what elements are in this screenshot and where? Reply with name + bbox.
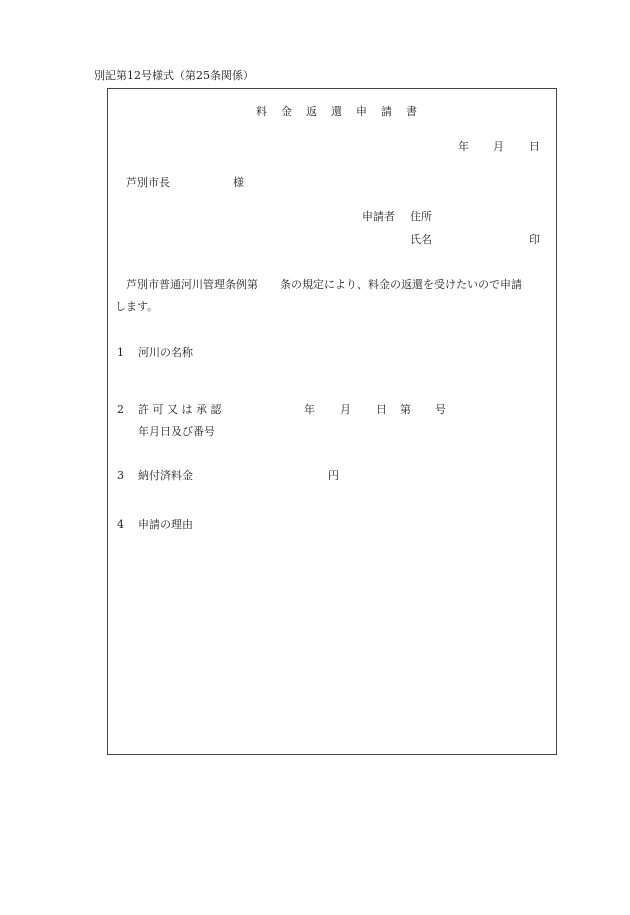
date-year: 年 xyxy=(458,140,469,153)
applicant-address-label: 住所 xyxy=(410,210,432,223)
form-frame xyxy=(107,88,557,755)
title-char: 返 xyxy=(306,105,317,118)
title-char: 還 xyxy=(331,105,342,118)
document-title xyxy=(256,105,417,119)
applicant-name-label: 氏名 xyxy=(410,233,432,246)
item-2-label: 許 可 又 は 承 認 xyxy=(138,403,222,416)
title-char: 請 xyxy=(381,105,392,118)
title-char: 金 xyxy=(281,105,292,118)
item-2-label-line2: 年月日及び番号 xyxy=(138,425,215,438)
item-3-label: 納付済料金 xyxy=(138,469,193,482)
item-4-number: 4 xyxy=(117,518,124,531)
applicant-label: 申請者 xyxy=(362,210,395,223)
item-2-day: 日 xyxy=(376,403,387,416)
item-1-label: 河川の名称 xyxy=(138,346,193,359)
item-3-number: 3 xyxy=(117,469,124,482)
item-2-number: 2 xyxy=(117,403,124,416)
date-month: 月 xyxy=(493,140,504,153)
title-char: 料 xyxy=(256,105,267,118)
addressee-honorific: 様 xyxy=(233,176,244,189)
body-text-line2: します。 xyxy=(115,300,159,313)
item-2-dai: 第 xyxy=(400,403,411,416)
seal-mark: 印 xyxy=(529,233,540,246)
item-2-month: 月 xyxy=(340,403,351,416)
title-char: 申 xyxy=(356,105,367,118)
item-1-number: 1 xyxy=(117,346,124,359)
item-3-unit: 円 xyxy=(328,469,339,482)
title-char: 書 xyxy=(406,105,417,118)
item-2-year: 年 xyxy=(304,403,315,416)
addressee-name: 芦別市長 xyxy=(126,176,170,189)
date-day: 日 xyxy=(529,140,540,153)
body-text-line1: 芦別市普通河川管理条例第 条の規定により、料金の返還を受けたいので申請 xyxy=(126,278,522,291)
item-4-label: 申請の理由 xyxy=(138,518,193,531)
item-2-go: 号 xyxy=(435,403,446,416)
form-label: 別記第12号様式（第25条関係） xyxy=(94,69,254,82)
